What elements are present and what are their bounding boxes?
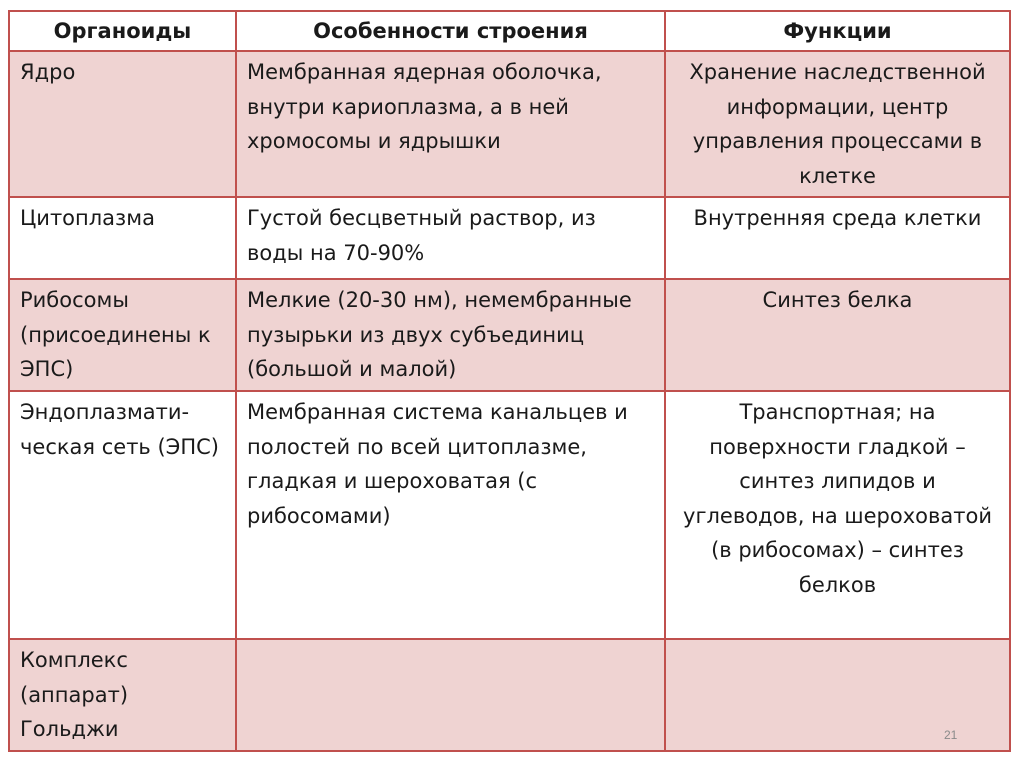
structure-cell: Густой бесцветный раствор, из воды на 70-90% <box>236 197 665 279</box>
function-cell <box>665 639 1010 751</box>
table-row <box>9 391 1010 639</box>
table-row <box>9 639 1010 751</box>
function-cell: Синтез белка <box>665 279 1010 391</box>
header-organoids: Органоиды <box>9 11 236 51</box>
organoid-cell: Ядро <box>9 51 236 197</box>
function-cell: Транспортная; на поверхности гладкой – синтез липидов и углеводов, на шероховатой (в рибосомах) – синтез белков <box>665 391 1010 639</box>
function-cell: Внутренняя среда клетки <box>665 197 1010 279</box>
organoid-table <box>8 10 1011 752</box>
structure-cell: Мелкие (20-30 нм), немембранные пузырьки из двух субъединиц (большой и малой) <box>236 279 665 391</box>
function-cell: Хранение наследственной информации, центр управления процессами в клетке <box>665 51 1010 197</box>
table-row <box>9 197 1010 279</box>
table-row <box>9 279 1010 391</box>
structure-cell: Мембранная система канальцев и полостей по всей цитоплазме, гладкая и шероховатая (с рибосомами) <box>236 391 665 639</box>
structure-cell <box>236 639 665 751</box>
organoid-cell: Комплекс (аппарат) Гольджи <box>9 639 236 751</box>
header-structure: Особенности строения <box>236 11 665 51</box>
structure-cell: Мембранная ядерная оболочка, внутри кариоплазма, а в ней хромосомы и ядрышки <box>236 51 665 197</box>
page-number: 21 <box>944 728 958 742</box>
header-functions: Функции <box>665 11 1010 51</box>
organoid-cell: Эндоплазмати-ческая сеть (ЭПС) <box>9 391 236 639</box>
organoid-cell: Цитоплазма <box>9 197 236 279</box>
table-header-row <box>9 11 1010 51</box>
organoid-cell: Рибосомы (присоединены к ЭПС) <box>9 279 236 391</box>
table-row <box>9 51 1010 197</box>
